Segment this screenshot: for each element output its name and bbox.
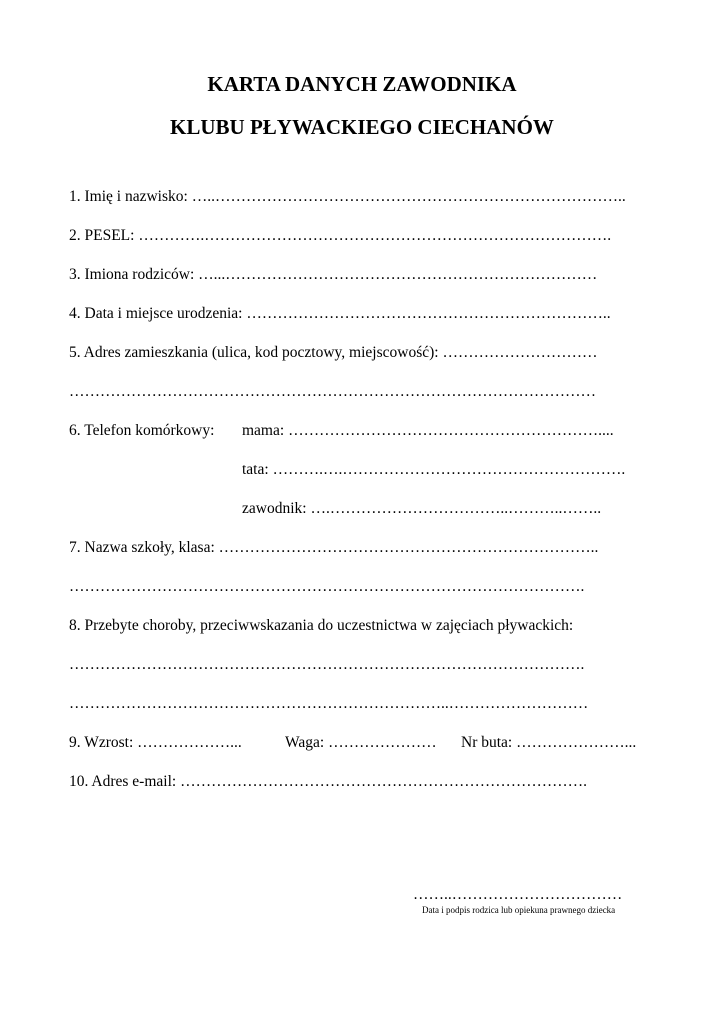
field-phone-zawodnik-label: zawodnik:	[242, 500, 311, 517]
field-email-label: 10. Adres e-mail:	[69, 773, 181, 790]
field-birth-date-place-label: 4. Data i miejsce urodzenia:	[69, 305, 247, 322]
field-illnesses-line-2	[69, 694, 588, 714]
field-phone-label: 6. Telefon komórkowy:	[69, 422, 215, 439]
field-school-class-continuation-fill-line: ……………………………………………………………………………………….	[69, 578, 585, 595]
field-phone-mama-fill-line: ……………………………………………………....	[288, 422, 614, 439]
field-height-label: 9. Wzrost:	[69, 734, 138, 751]
field-weight-fill-line: …………………	[328, 734, 437, 751]
field-email-fill-line: …………………………………………………………………….	[180, 773, 587, 790]
field-address-label: 5. Adres zamieszkania (ulica, kod pocztowy, miejscowość):	[69, 344, 443, 361]
field-birth-date-place-fill-line: ……………………………………………………………..	[246, 305, 611, 322]
field-phone-mama	[242, 421, 614, 441]
field-shoe-size-label: Nr buta:	[461, 734, 517, 751]
field-height-fill-line: ………………...	[137, 734, 242, 751]
field-phone-zawodnik	[242, 499, 601, 519]
signature-caption: Data i podpis rodzica lub opiekuna prawnego dziecka	[422, 905, 616, 915]
field-illnesses-fill-line-1: ……………………………………………………………………………………….	[69, 656, 585, 673]
document-subtitle: KLUBU PŁYWACKIEGO CIECHANÓW	[170, 115, 554, 139]
field-phone-tata-label: tata:	[242, 461, 273, 478]
field-illnesses-fill-line-2: ………………………………………………………………..………………………	[69, 695, 589, 712]
field-parents-names-fill-line: …...………………………………………………………………	[198, 266, 598, 283]
field-phone-tata	[242, 460, 625, 480]
field-parents-names-label: 3. Imiona rodziców:	[69, 266, 199, 283]
field-birth-date-place	[69, 304, 611, 324]
field-shoe-size-fill-line: …………………...	[516, 734, 637, 751]
field-email	[69, 772, 587, 792]
field-phone-tata-fill-line: ……….….……………………………………………….	[272, 461, 626, 478]
field-school-class-label: 7. Nazwa szkoły, klasa:	[69, 539, 219, 556]
field-illnesses	[69, 616, 573, 636]
field-name-label: 1. Imię i nazwisko:	[69, 188, 192, 205]
field-illnesses-label: 8. Przebyte choroby, przeciwwskazania do uczestnictwa w zajęciach pływackich:	[69, 617, 574, 634]
signature-fill-line: ……..……………………………	[413, 886, 623, 903]
field-phone	[69, 421, 214, 441]
field-weight	[285, 733, 437, 753]
field-address	[69, 343, 597, 363]
field-weight-label: Waga:	[285, 734, 329, 751]
field-shoe-size	[461, 733, 636, 753]
document-title: KARTA DANYCH ZAWODNIKA	[207, 72, 517, 96]
field-illnesses-line-1	[69, 655, 584, 675]
field-phone-mama-label: mama:	[242, 422, 289, 439]
field-address-fill-line: …………………………	[442, 344, 598, 361]
field-height	[69, 733, 242, 753]
field-name-fill-line: …..……………………………………………………………………..	[191, 188, 626, 205]
field-address-continuation	[69, 382, 596, 402]
field-school-class-fill-line: ………………………………………………………………..	[218, 539, 599, 556]
field-pesel-fill-line: ………….…………………………………………………………………….	[138, 227, 612, 244]
field-school-class-continuation	[69, 577, 584, 597]
field-school-class	[69, 538, 598, 558]
field-pesel-label: 2. PESEL:	[69, 227, 139, 244]
field-address-continuation-fill-line: …………………………………………………………………………………………	[69, 383, 596, 400]
field-pesel	[69, 226, 611, 246]
field-name	[69, 187, 626, 207]
field-parents-names	[69, 265, 597, 285]
field-phone-zawodnik-fill-line: ….……………………………..………..……..	[310, 500, 602, 517]
